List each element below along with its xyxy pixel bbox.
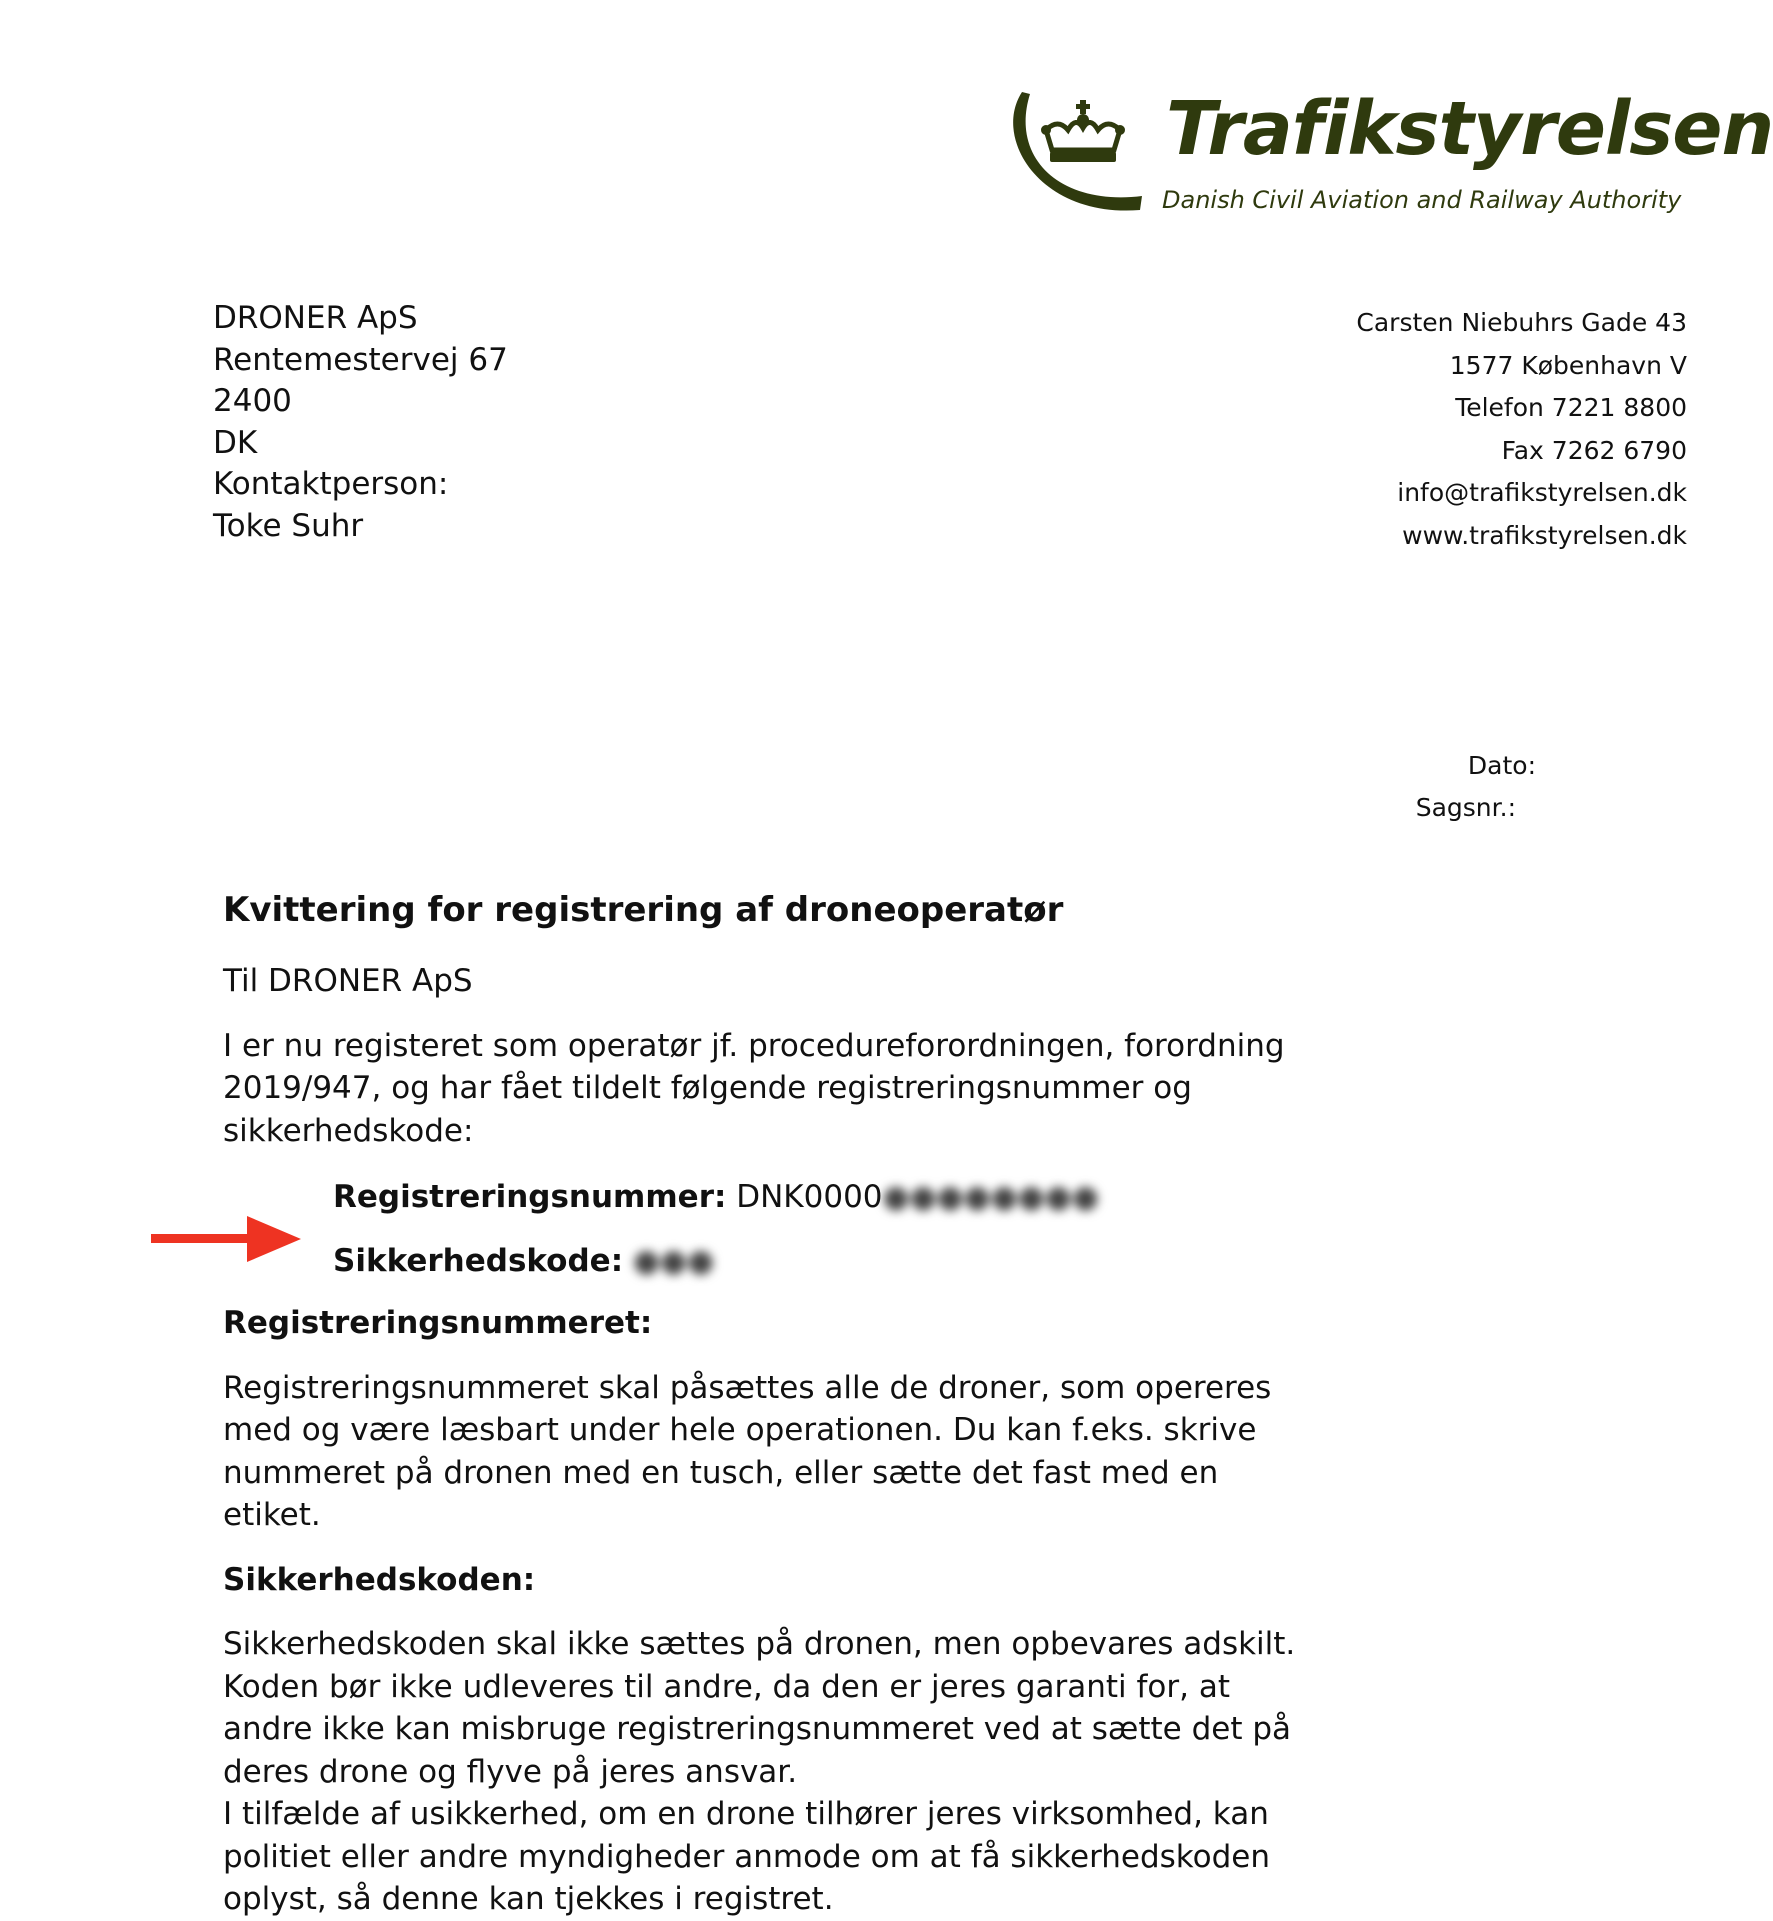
sender-city: 1577 København V <box>1449 350 1687 380</box>
section-registration-heading: Registreringsnummeret: <box>223 1305 653 1341</box>
section-security-heading: Sikkerhedskoden: <box>223 1561 536 1598</box>
arrow-right-icon <box>151 1212 301 1268</box>
date-label: Dato: <box>1467 751 1536 780</box>
registration-number-prefix: DNK0000 <box>736 1179 883 1215</box>
sender-fax: Fax 7262 6790 <box>1501 435 1687 465</box>
letter-title: Kvittering for registrering af droneoperatør <box>223 890 1064 930</box>
crown-icon <box>1038 100 1128 172</box>
sender-street: Carsten Niebuhrs Gade 43 <box>1356 308 1687 337</box>
recipient-address <box>213 298 508 547</box>
logo-tagline: Danish Civil Aviation and Railway Authority <box>1162 186 1682 214</box>
sender-email: info@trafikstyrelsen.dk <box>1397 478 1687 507</box>
letter-meta <box>1400 745 1560 829</box>
section-security-body-1: Sikkerhedskoden skal ikke sættes på dronen, men opbevares adskilt. Koden bør ikke udleveres til andre, da den er jeres garanti for, at andre ikke kan misbruge registreringsnummeret ved at sætte det på deres drone og flyve på jeres ansvar. <box>223 1626 1296 1790</box>
recipient-street: Rentemestervej 67 <box>213 341 508 378</box>
trafikstyrelsen-logo <box>1000 86 1773 228</box>
registration-codes <box>223 1176 1323 1282</box>
logo-name: Trafikstyrelsen <box>1166 86 1773 172</box>
letter-greeting: Til DRONER ApS <box>223 963 473 999</box>
sender-phone: Telefon 7221 8800 <box>1455 393 1687 422</box>
security-code-redacted: ●●● <box>632 1243 715 1279</box>
recipient-contact-name: Toke Suhr <box>213 507 364 544</box>
sender-address <box>1356 302 1687 557</box>
section-registration-body: Registreringsnummeret skal påsættes alle de droner, som opereres med og være læsbart under hele operationen. Du kan f.eks. skrive nummeret på dronen med en tusch, eller sætte det fast med en etiket. <box>223 1369 1272 1533</box>
registration-number-redacted: ●●●●●●●● <box>882 1179 1099 1215</box>
section-security-body-2: I tilfælde af usikkerhed, om en drone tilhører jeres virksomhed, kan politiet eller andre myndigheder anmode om at få sikkerhedskoden oplyst, så denne kan tjekkes i registret. <box>223 1796 1271 1917</box>
letter-intro: I er nu registeret som operatør jf. procedureforordningen, forordning 2019/947, og har fået tildelt følgende registreringsnummer og sikkerhedskode: <box>223 1027 1285 1149</box>
security-code-label: Sikkerhedskode: <box>333 1243 624 1279</box>
recipient-postcode: 2400 <box>213 383 292 419</box>
sender-web: www.trafikstyrelsen.dk <box>1402 520 1687 550</box>
security-code-row <box>333 1240 1323 1282</box>
recipient-company: DRONER ApS <box>213 300 418 336</box>
case-number-label: Sagsnr.: <box>1415 793 1516 822</box>
letter-body <box>223 886 1323 1921</box>
recipient-contact-label: Kontaktperson: <box>213 466 449 502</box>
recipient-country: DK <box>213 424 258 461</box>
registration-number-row <box>333 1176 1323 1218</box>
registration-number-label: Registreringsnummer: <box>333 1179 727 1215</box>
